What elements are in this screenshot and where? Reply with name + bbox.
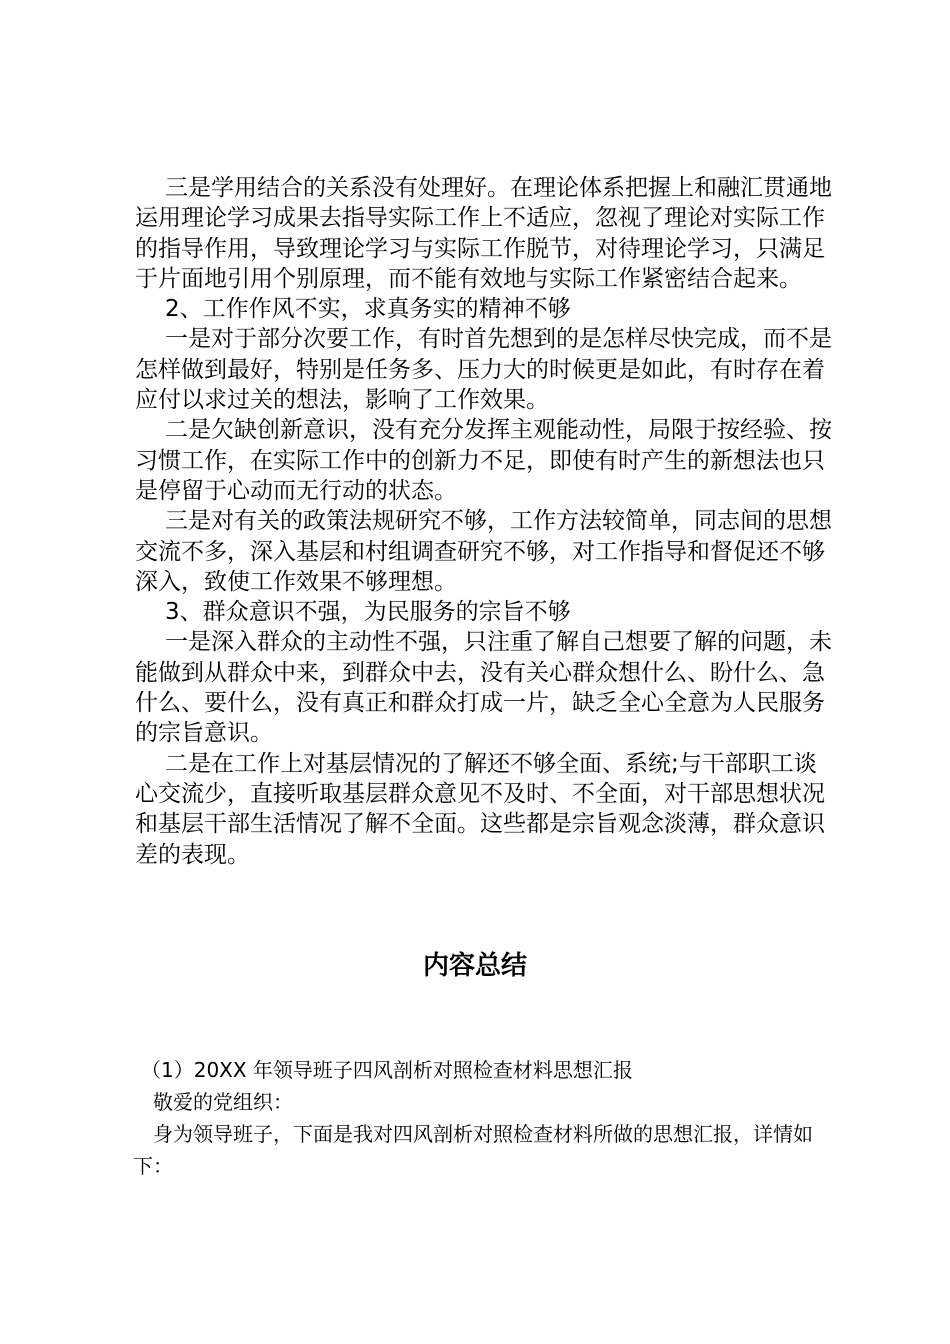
body-text xyxy=(135,173,835,870)
paragraph-policy-research: 三是对有关的政策法规研究不够，工作方法较简单，同志间的思想交流不多，深入基层和村组调查研究不够，对工作指导和督促还不够深入，致使工作效果不够理想。 xyxy=(135,508,832,595)
section-heading-work-style: 2、工作作风不实，求真务实的精神不够 xyxy=(165,296,571,323)
paragraph-secondary-work: 一是对于部分次要工作，有时首先想到的是怎样尽快完成，而不是怎样做到最好，特别是任务多、压力大的时候更是如此，有时存在着应付以求过关的想法，影响了工作效果。 xyxy=(135,326,832,414)
summary-greeting: 敬爱的党组织： xyxy=(153,1090,293,1114)
section-heading-mass-awareness: 3、群众意识不强，为民服务的宗旨不够 xyxy=(165,599,571,626)
summary-heading: （1）20XX 年领导班子四风剖析对照检查材料思想汇报 xyxy=(141,1058,633,1082)
paragraph-mass-initiative: 一是深入群众的主动性不强，只注重了解自己想要了解的问题，未能做到从群众中来，到群众中去，没有关心群众想什么、盼什么、急什么、要什么，没有真正和群众打成一片，缺乏全心全意为人民服务的宗旨意识。 xyxy=(135,629,832,747)
paragraph-theory-practice: 三是学用结合的关系没有处理好。在理论体系把握上和融汇贯通地运用理论学习成果去指导实际工作上不适应，忽视了理论对实际工作的指导作用，导致理论学习与实际工作脱节，对待理论学习，只满足于片面地引用个别原理，而不能有效地与实际工作紧密结合起来。 xyxy=(135,175,832,292)
paragraph-innovation: 二是欠缺创新意识，没有充分发挥主观能动性，局限于按经验、按习惯工作，在实际工作中的创新力不足，即使有时产生的新想法也只是停留于心动而无行动的状态。 xyxy=(135,417,832,504)
summary-title: 内容总结 xyxy=(422,951,527,981)
summary-intro: 身为领导班子，下面是我对四风剖析对照检查材料所做的思想汇报，详情如下： xyxy=(133,1122,813,1178)
summary-section xyxy=(133,1054,833,1182)
paragraph-grassroots: 二是在工作上对基层情况的了解还不够全面、系统;与干部职工谈心交流少，直接听取基层群众意见不及时、不全面，对干部思想状况和基层干部生活情况了解不全面。这些都是宗旨观念淡薄，群众意识差的表现。 xyxy=(135,750,825,868)
